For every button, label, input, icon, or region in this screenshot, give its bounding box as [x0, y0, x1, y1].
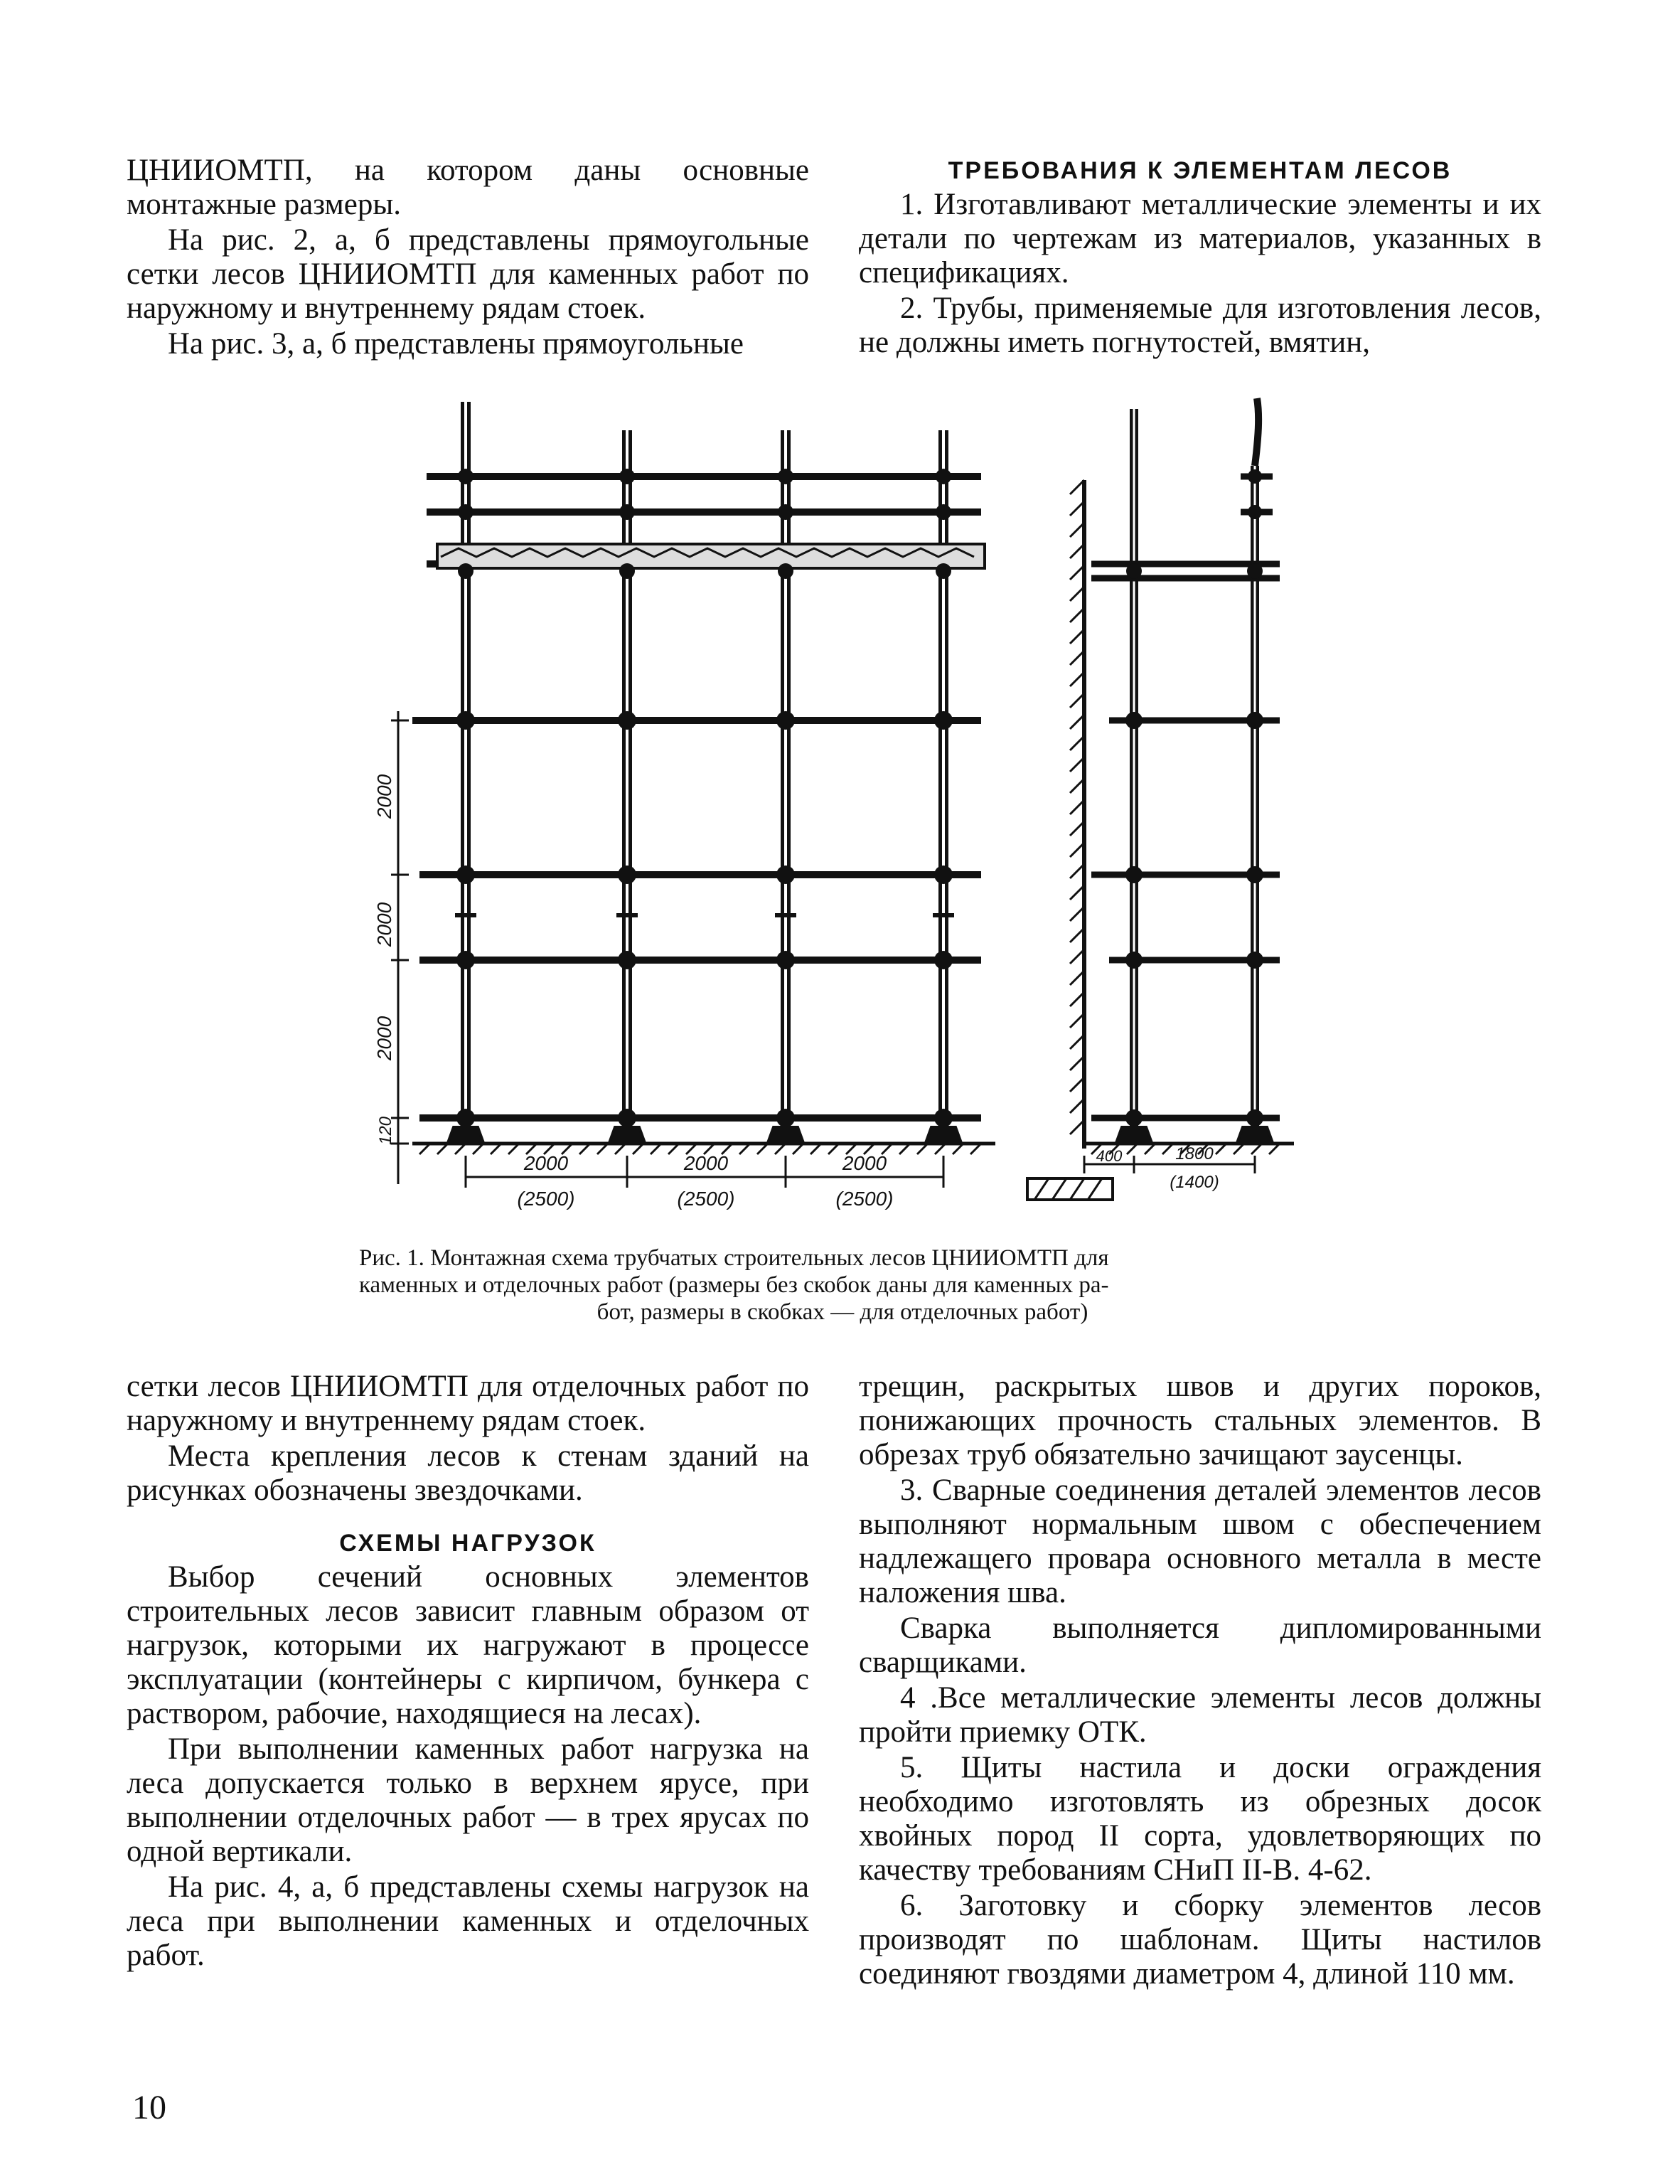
hdim-label: 2000: [523, 1152, 569, 1174]
hdim-alt-label: (2500): [517, 1188, 575, 1210]
base-plates: [448, 1127, 961, 1143]
scaffolding-figure: [370, 388, 1351, 1230]
paragraph: Выбор сечений основных элементов строительных лесов зависит главным образом от нагрузок, которыми их нагружают в процессе эксплуатации (контейнеры с кирпичом, бункера с раствором, рабочие, находящиеся на лесах).: [127, 1560, 809, 1730]
right-column-top: [859, 154, 1541, 360]
paragraph: 4 .Все металлические элементы лесов должны пройти приемку ОТК.: [859, 1681, 1541, 1749]
caption-line: бот, размеры в скобках — для отделочных работ): [596, 1299, 1088, 1325]
side-base-plates: [1116, 1127, 1273, 1143]
paragraph: Сварка выполняется дипломированными сварщиками.: [859, 1612, 1541, 1679]
side-dim-label: 400: [1096, 1147, 1123, 1165]
vdim-label: 2000: [373, 1016, 395, 1061]
paragraph: 2. Трубы, применяемые для изготовления лесов, не должны иметь погнутостей, вмятин,: [859, 292, 1541, 359]
paragraph: На рис. 4, а, б представлены схемы нагрузок на леса при выполнении каменных и отделочных работ.: [127, 1870, 809, 1972]
caption-line: каменных и отделочных работ (размеры без скобок даны для каменных ра-: [359, 1272, 1109, 1298]
caption-line: Рис. 1. Монтажная схема трубчатых строительных лесов ЦНИИОМТП для: [359, 1245, 1109, 1271]
page-number: 10: [132, 2089, 166, 2126]
hdim-alt-label: (2500): [835, 1188, 894, 1210]
section-heading: СХЕМЫ НАГРУЗОК: [339, 1530, 596, 1557]
vdim-label: 2000: [373, 902, 395, 947]
side-dim-label: (1400): [1170, 1173, 1219, 1192]
right-column-bottom: [859, 1370, 1541, 1991]
paragraph: Места крепления лесов к стенам зданий на рисунках обозначены звездочками.: [127, 1439, 809, 1507]
section-heading: ТРЕБОВАНИЯ К ЭЛЕМЕНТАМ ЛЕСОВ: [948, 157, 1452, 184]
hdim-alt-label: (2500): [677, 1188, 735, 1210]
left-column-top: [127, 154, 809, 361]
wall-section: [1027, 480, 1113, 1200]
hdim-label: 2000: [683, 1152, 729, 1174]
scaffolding-drawing: [370, 388, 1351, 1230]
paragraph: 3. Сварные соединения деталей элементов лесов выполняют нормальным швом с обеспечением надлежащего провара основного металла в месте наложения шва.: [859, 1474, 1541, 1609]
paragraph: На рис. 3, а, б представлены прямоугольные: [168, 327, 744, 361]
paragraph: При выполнении каменных работ нагрузка на леса допускается только в верхнем ярусе, при выполнении отделочных работ — в трех ярусах по одной вертикали.: [127, 1732, 809, 1868]
paragraph: 6. Заготовку и сборку элементов лесов производят по шаблонам. Щиты настилов соединяют гвоздями диаметром 4, длиной 110 мм.: [859, 1889, 1541, 1991]
paragraph: трещин, раскрытых швов и других пороков, понижающих прочность стальных элементов. В обрезах труб обязательно зачищают заусенцы.: [859, 1370, 1541, 1471]
side-posts: [1134, 398, 1258, 1141]
left-column-bottom: [127, 1370, 809, 1973]
paragraph: 1. Изготавливают металлические элементы и их детали по чертежам из материалов, указанных в спецификациях.: [859, 188, 1541, 289]
vdim-label: 120: [376, 1116, 395, 1146]
side-joints: [1125, 469, 1263, 1126]
front-ledgers: [412, 476, 981, 1118]
paragraph: сетки лесов ЦНИИОМТП для отделочных работ по наружному и внутреннему рядам стоек.: [127, 1370, 809, 1437]
hdim-label: 2000: [842, 1152, 887, 1174]
paragraph: На рис. 2, а, б представлены прямоугольные сетки лесов ЦНИИОМТП для каменных работ по наружному и внутреннему рядам стоек.: [127, 223, 809, 325]
figure-caption: [359, 1245, 1326, 1326]
paragraph: 5. Щиты настила и доски ограждения необходимо изготовлять из обрезных досок хвойных пород II сорта, удовлетворяющих по качеству требованиям СНиП II-В. 4-62.: [859, 1751, 1541, 1887]
paragraph: ЦНИИОМТП, на котором даны основные монтажные размеры.: [127, 154, 809, 221]
vdim-label: 2000: [373, 774, 395, 819]
side-dim-label: 1800: [1175, 1144, 1214, 1163]
